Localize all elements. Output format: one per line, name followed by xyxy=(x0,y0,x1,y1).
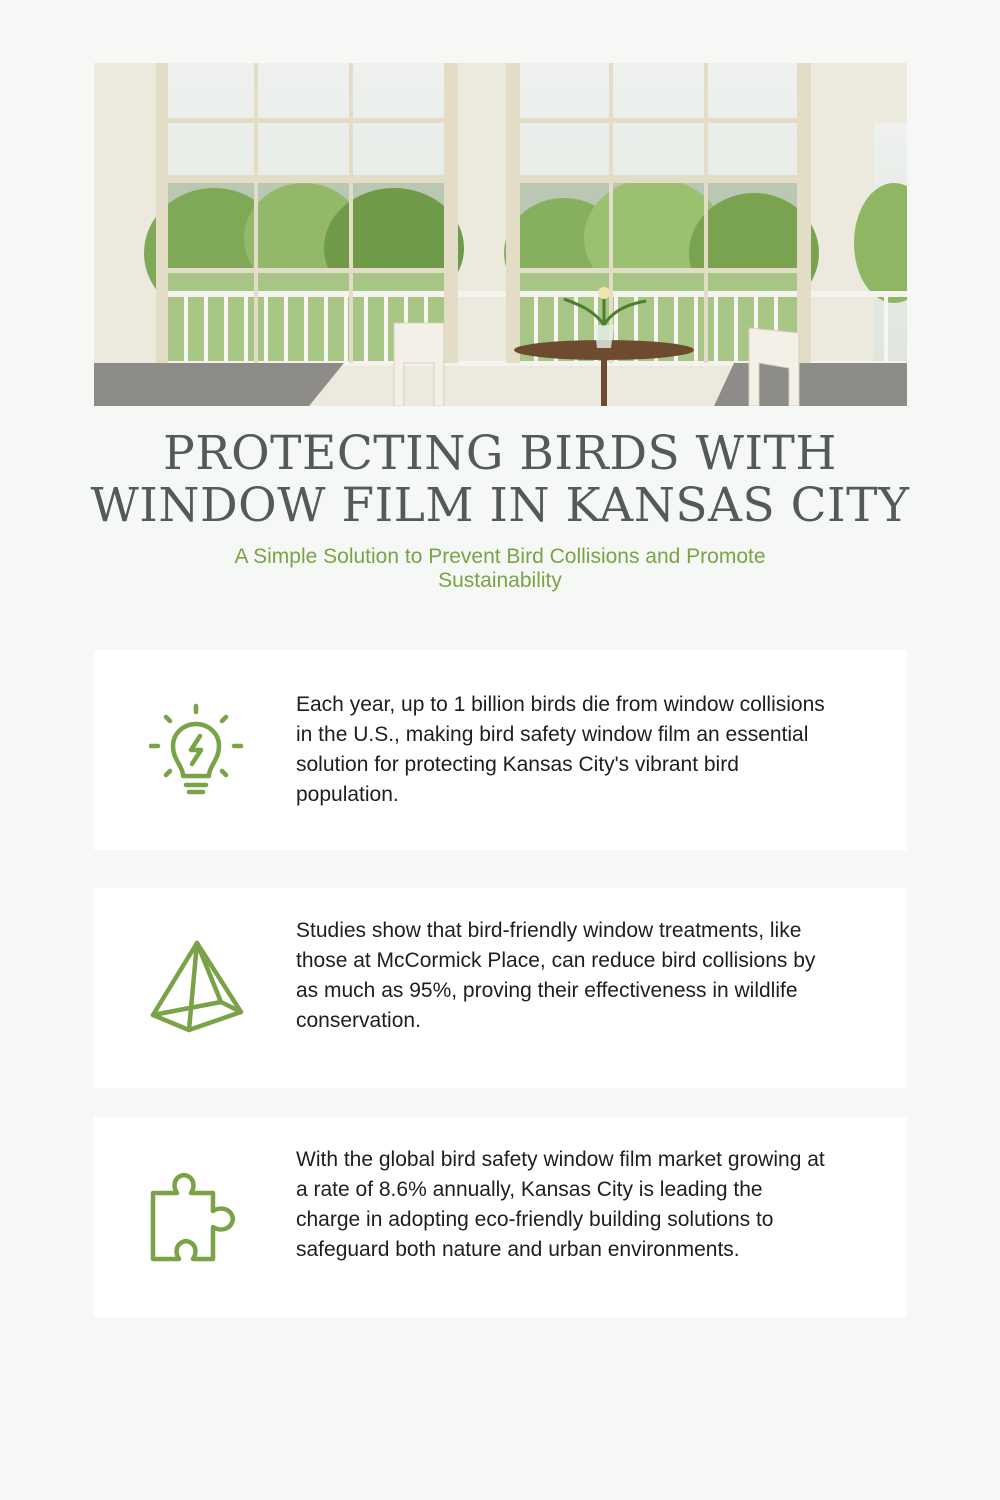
title-line-1: PROTECTING BIRDS WITH xyxy=(163,426,837,481)
page-title xyxy=(0,428,1000,532)
fact-text-2: Studies show that bird-friendly window treatments, like those at McCormick Place, can reduce bird collisions by as much as 95%, proving their effectiveness in wildlife conservation. xyxy=(296,919,816,1032)
fact-card-1 xyxy=(94,650,907,850)
puzzle-piece-icon xyxy=(149,1169,244,1264)
title-line-2: WINDOW FILM IN KANSAS CITY xyxy=(90,478,910,533)
page-subtitle: A Simple Solution to Prevent Bird Collisions and Promote Sustainability xyxy=(234,545,766,592)
pyramid-icon xyxy=(149,940,244,1035)
fact-text-1: Each year, up to 1 billion birds die from window collisions in the U.S., making bird safety window film an essential solution for protecting Kansas City's vibrant bird population. xyxy=(296,693,825,806)
lightbulb-icon xyxy=(149,702,244,797)
fact-card-2 xyxy=(94,888,907,1088)
hero-image xyxy=(94,63,907,406)
fact-text-3: With the global bird safety window film market growing at a rate of 8.6% annually, Kansas City is leading the charge in adopting eco-friendly building solutions to safeguard both nature and urban environments. xyxy=(296,1148,825,1261)
fact-card-3 xyxy=(94,1117,907,1317)
